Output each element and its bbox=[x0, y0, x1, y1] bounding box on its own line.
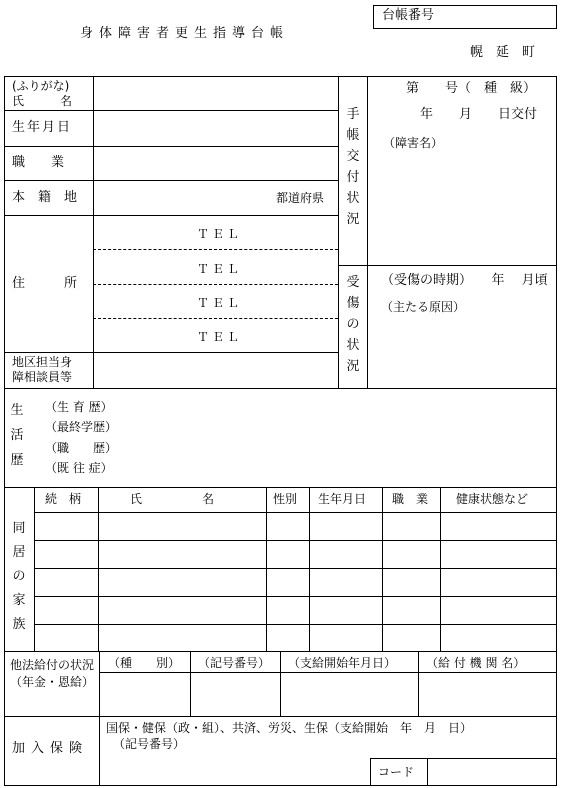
handbook-date-line: 年 月 日交付 bbox=[420, 107, 538, 122]
family-col-name: 氏 名 bbox=[130, 492, 215, 506]
injury-label: 受傷の状況 bbox=[346, 275, 360, 374]
family-col-health: 健康状態など bbox=[456, 492, 529, 506]
district-label-1: 地区担当身 bbox=[12, 355, 73, 369]
furigana-label: (ふりがな) bbox=[12, 79, 70, 93]
code-label: コード bbox=[378, 765, 415, 779]
family-col-relation: 続 柄 bbox=[45, 492, 82, 506]
family-col-occupation: 職 業 bbox=[392, 492, 429, 506]
town-name: 幌 延 町 bbox=[470, 45, 536, 60]
district-label-2: 障相談員等 bbox=[12, 370, 73, 384]
handbook-number-line: 第 号（ 種 級） bbox=[406, 81, 537, 96]
handbook-label: 手帳交付状況 bbox=[346, 107, 360, 227]
history-label: 生活歴 bbox=[10, 403, 24, 468]
tel-label-2: ＴＥＬ bbox=[197, 262, 243, 276]
occupation-label: 職 業 bbox=[12, 155, 65, 170]
history-item-3: （職 歴） bbox=[45, 441, 118, 455]
tel-label-4: ＴＥＬ bbox=[197, 330, 243, 344]
history-item-1: （生 育 歴） bbox=[45, 400, 113, 414]
benefits-col-agency: （給 付 機 関 名） bbox=[426, 656, 526, 670]
family-col-birthdate: 生年月日 bbox=[318, 492, 367, 506]
domicile-label: 本 籍 地 bbox=[12, 190, 78, 205]
insurance-line-2: （記号番号） bbox=[113, 737, 186, 751]
ledger-number-label: 台帳番号 bbox=[382, 8, 435, 23]
injury-cause-label: （主たる原因） bbox=[381, 300, 466, 314]
benefits-label: 他法給付の状況（年金・恩給） bbox=[10, 658, 95, 689]
form-title: 身体障害者更生指導台帳 bbox=[80, 26, 290, 41]
benefits-col-type: （種 別） bbox=[108, 656, 181, 670]
insurance-line-1: 国保・健保（政・組）、共済、労災、生保（支給開始 年 月 日） bbox=[106, 721, 473, 735]
family-col-sex: 性別 bbox=[273, 492, 298, 506]
name-label: 氏 名 bbox=[12, 94, 73, 108]
insurance-label: 加入保険 bbox=[12, 741, 89, 756]
history-item-2: （最終学歴） bbox=[45, 420, 118, 434]
family-label: 同居の家族 bbox=[12, 521, 26, 632]
tel-label-1: ＴＥＬ bbox=[197, 227, 243, 241]
tel-label-3: ＴＥＬ bbox=[197, 296, 243, 310]
disability-name-label: （障害名） bbox=[383, 136, 444, 150]
benefits-col-start: （支給開始年月日） bbox=[288, 656, 397, 670]
address-label: 住 所 bbox=[12, 276, 78, 291]
birthdate-label: 生年月日 bbox=[12, 120, 73, 135]
injury-time-label: （受傷の時期） 年 月頃 bbox=[381, 273, 548, 288]
benefits-col-number: （記号番号） bbox=[198, 656, 271, 670]
prefecture-label: 都道府県 bbox=[276, 191, 325, 205]
history-item-4: （既 往 症） bbox=[45, 461, 113, 475]
